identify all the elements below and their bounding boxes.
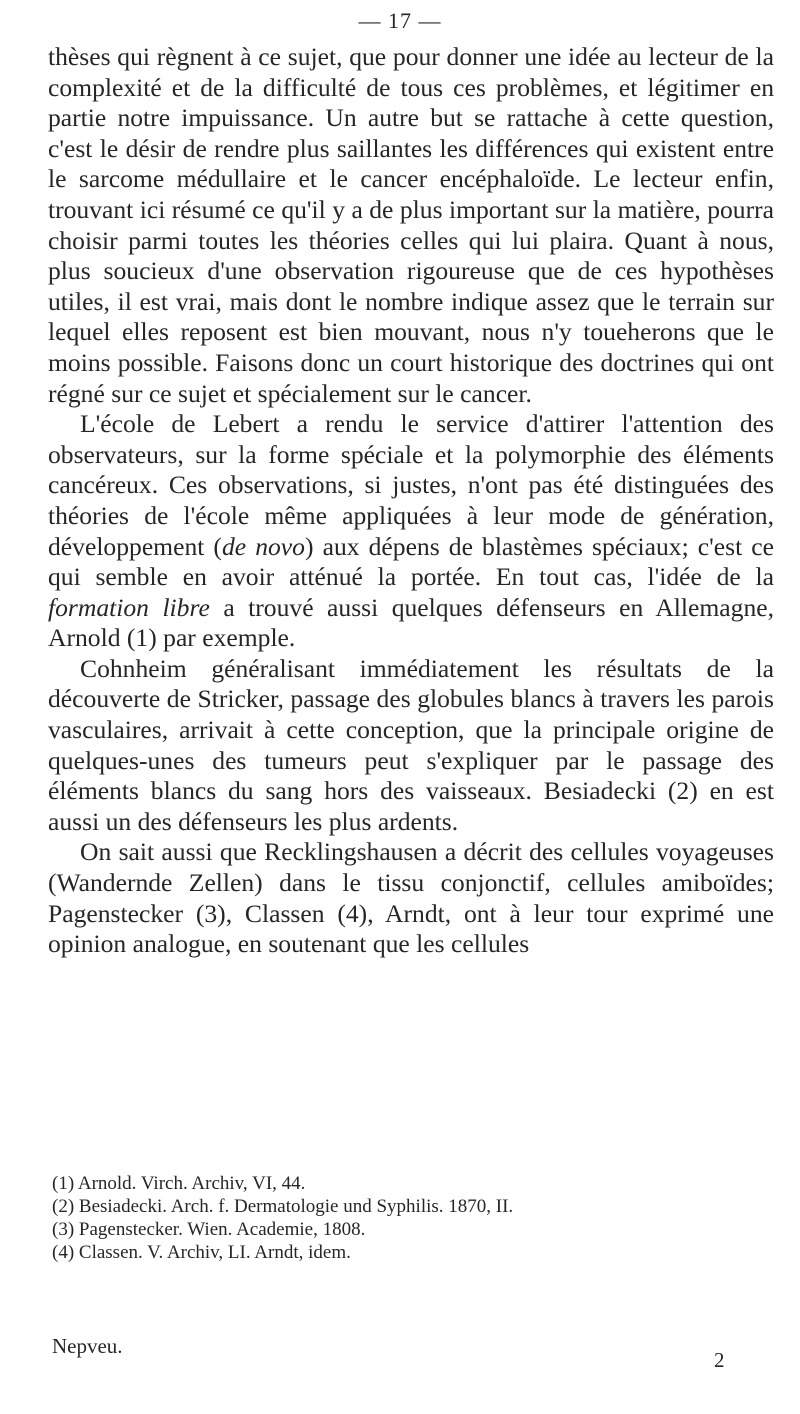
paragraph-1: thèses qui règnent à ce sujet, que pour donner une idée au lecteur de la complexité et de la difficulté de tous ces problèmes, et légitimer en partie notre impuissance. Un autre but se rattache à cette question, c'est le désir de rendre plus saillantes les différences qui existent entre le sarcome médullaire et le cancer encéphaloïde. Le lecteur enfin, trouvant ici résumé ce qu'il y a de plus important sur la matière, pourra choisir parmi toutes les théories celles qui lui plaira. Quant à nous, plus soucieux d'une observation rigoureuse que de ces hypothèses utiles, il est vrai, mais dont le nombre indique assez que le terrain sur lequel elles reposent est bien mouvant, nous n'y toueherons que le moins possible. Faisons donc un court historique des doctrines qui ont régné sur ce sujet et spécialement sur le cancer.	[48, 42, 774, 408]
paragraph-4: On sait aussi que Recklingshausen a décrit des cellules voyageuses (Wandernde Zellen) dans le tissu conjonctif, cellules amiboïdes; Pagenstecker (3), Classen (4), Arndt, ont à leur tour exprimé une opinion analogue, en soutenant que les cellules	[48, 837, 774, 959]
paragraph-2-italic-de-novo: de novo	[221, 531, 305, 561]
body-text	[48, 42, 774, 960]
paragraph-2-part-3: a trouvé aussi quelques défenseurs en Allemagne, Arnold (1) par exemple.	[48, 592, 775, 653]
footnote-4: (4) Classen. V. Archiv, LI. Arndt, idem.	[52, 1242, 351, 1263]
signature-sheet-number: 2	[714, 1348, 725, 1372]
footnote-3: (3) Pagenstecker. Wien. Academie, 1808.	[52, 1219, 366, 1240]
signature-author: Nepveu.	[52, 1334, 123, 1358]
footnote-1: (1) Arnold. Virch. Archiv, VI, 44.	[52, 1173, 306, 1194]
footnotes	[52, 1172, 732, 1264]
paragraph-3: Cohnheim généralisant immédiatement les résultats de la découverte de Stricker, passage des globules blancs à travers les parois vasculaires, arrivait à cette conception, que la principale origine de quelques-unes des tumeurs peut s'expliquer par le passage des éléments blancs du sang hors des vaisseaux. Besiadecki (2) en est aussi un des défenseurs les plus ardents.	[48, 653, 774, 836]
footnote-2: (2) Besiadecki. Arch. f. Dermatologie und Syphilis. 1870, II.	[52, 1196, 514, 1217]
paragraph-2-part-1: L'école de Lebert a rendu le service d'attirer l'attention des observateurs, sur la forme spéciale et la polymorphie des éléments cancéreux. Ces observations, si justes, n'ont pas été distinguées des théories de l'école même appliquées à leur mode de génération, développement (	[48, 409, 774, 561]
paragraph-2-part-2: ) aux dépens de blastèmes spéciaux; c'est ce qui semble en avoir atténué la portée. En tout cas, l'idée de la	[48, 531, 774, 592]
paragraph-2	[48, 409, 774, 654]
page-number: — 17 —	[358, 8, 442, 33]
paragraph-2-italic-formation-libre: formation libre	[48, 592, 210, 622]
